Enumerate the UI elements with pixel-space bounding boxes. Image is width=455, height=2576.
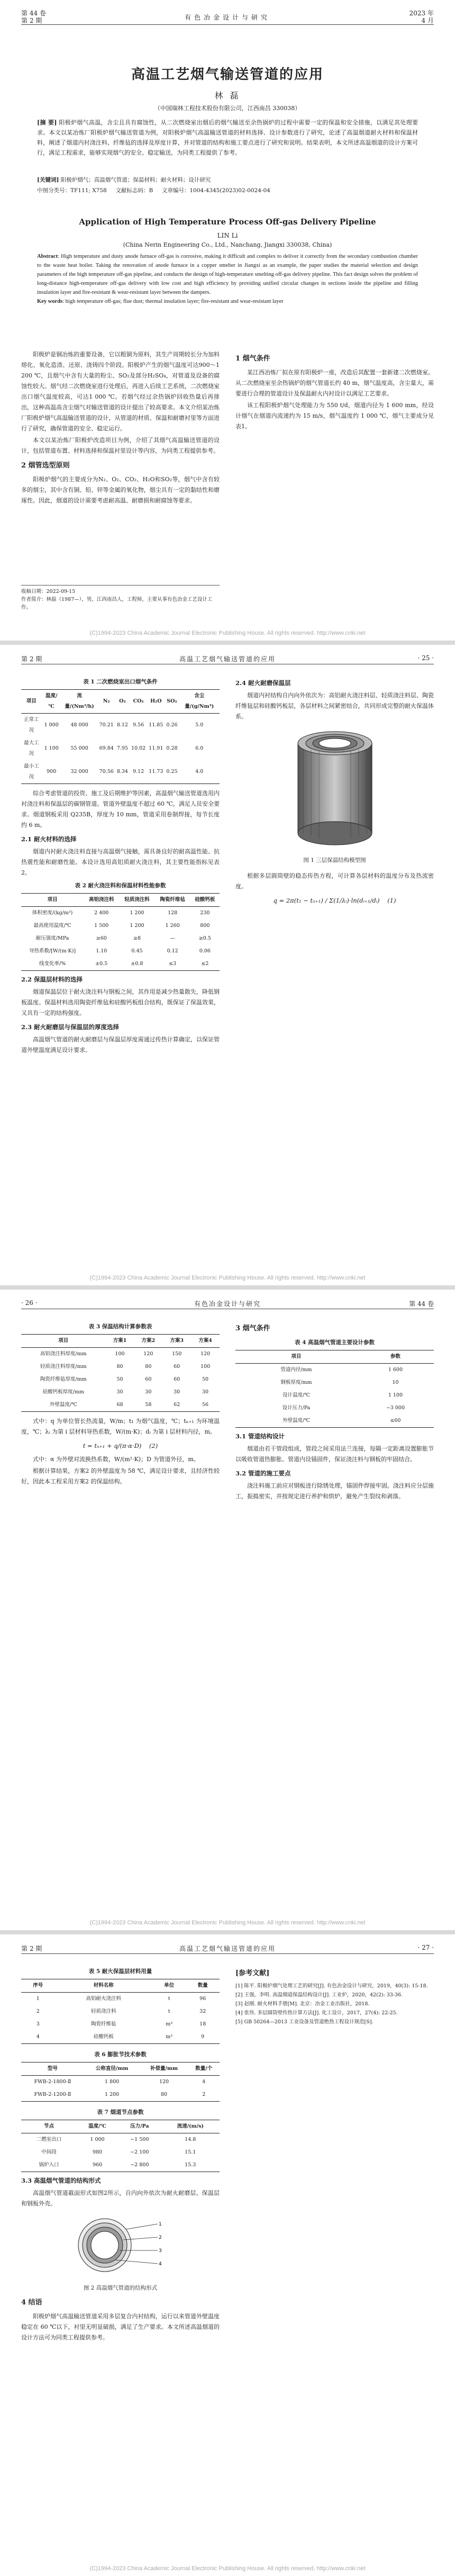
table-header-cell: 轻质浇注料 xyxy=(119,894,154,907)
table-cell: −1 500 xyxy=(130,2137,149,2142)
table-caption: 表 6 膨胀节技术参数 xyxy=(94,2051,147,2058)
table-caption: 表 3 保温结构计算参数表 xyxy=(88,1323,152,1330)
table-cell: 4 xyxy=(21,2031,55,2044)
subsection-heading: 2.4 耐火耐磨保温层 xyxy=(235,679,291,687)
paper-affiliation-en: (China Nerin Engineering Co., Ltd., Nanchang, Jiangxi 330038, China) xyxy=(123,241,332,248)
table-cell: FWB-2-1200-Ⅱ xyxy=(21,2088,84,2102)
table-row xyxy=(21,1399,220,1412)
table-row xyxy=(235,1364,434,1377)
table-cell: 80 xyxy=(145,1364,152,1370)
table-2 xyxy=(21,893,220,971)
table-header-cell: 硅酸钙板 xyxy=(190,894,220,907)
figure-caption: 图 1 三层保温结构模型图 xyxy=(303,857,366,863)
reference-item: [2] 王强，李明. 高温烟道保温结构设计[J]. 工业炉，2020，42(2): 33-36. xyxy=(235,1992,403,1998)
table-row xyxy=(21,2133,220,2147)
table-cell: 硅酸钙板 xyxy=(55,2031,152,2044)
table-row xyxy=(21,2031,220,2044)
table-cell: 0.12 xyxy=(167,948,178,954)
table-row xyxy=(21,1361,220,1373)
table-row xyxy=(21,1386,220,1399)
table-cell: 80 xyxy=(116,1364,123,1370)
table-cell: 120 xyxy=(200,1351,211,1357)
keywords-cn: [关键词] 阳极炉烟气；高温烟气管道；保温材料；耐火材料；设计研究 xyxy=(37,177,211,183)
table-cell: 230 xyxy=(200,910,210,916)
table-caption: 表 2 耐火浇注料和保温材料性能参数 xyxy=(75,882,166,889)
section-paragraph: 高温烟气管道的耐火耐磨层与保温层厚度需通过传热计算确定，以保证管道外壁温度满足设计要求。 xyxy=(21,1036,220,1053)
intro-paragraph: 阳极炉是铜冶炼的重要设备，它以粗铜为原料，其生产周期较长分为加料熔化、氧化造渣、还原、浇铸四个阶段。阳极炉产生的烟气温度可达900～1 200 ℃，且烟气中含有大量的粉尘、SO₂及部分H₂SO₄，对管道及设备的腐蚀性较大。烟气经二次燃烧室进行处理后，再进入后续工艺系统，二次燃烧室出口烟气温度较高，可达1 000 ℃。若烟气经过余热锅炉回收热量后再排出，这种高温高含尘烟气对输送管道的设计提出了较高要求。本文介绍某冶炼厂阳极炉烟气高温输送管道的设计，从管道的材质、保温和耐磨衬里等方面进行了研究，确保管道的安全、稳定运行。 xyxy=(21,351,220,432)
table-cell: 50 xyxy=(116,1376,123,1382)
table-cell: 11.73 xyxy=(147,760,165,784)
header-date: 2023 年 4 月 xyxy=(409,10,434,24)
table-header-cell: 公称直径/mm xyxy=(84,2062,140,2076)
paper-affiliation: （中国瑞林工程技术股份有限公司，江西南昌 330038） xyxy=(154,105,301,112)
table-cell: 管道内径/mm xyxy=(280,1367,312,1373)
table-cell: 10 xyxy=(392,1380,399,1385)
table-cell: 120 xyxy=(159,2079,169,2085)
table-caption: 表 7 烟道节点参数 xyxy=(97,2109,144,2115)
subsection-heading: 3.1 管道结构设计 xyxy=(235,1433,285,1440)
references-heading: [参考文献] xyxy=(235,1969,270,1977)
table-cell: 18 xyxy=(199,2021,206,2027)
page-header: 第 2 期 高温工艺烟气输送管道的应用 · 27 · xyxy=(21,1944,434,1954)
table-cell: ≥0.5 xyxy=(198,935,211,941)
section-paragraph: 烟道保温层位于耐火浇注料与钢板之间，其作用是减少热量散失，降低钢板温度。保温材料选用陶瓷纤维毡和硅酸钙板组合结构，既保证了保温效果，又具有一定的结构强度。 xyxy=(21,988,220,1016)
table-cell: ≤3 xyxy=(155,958,190,971)
section-heading: 2 烟管选型原则 xyxy=(21,462,70,470)
table-header-cell: 方案3 xyxy=(162,1335,191,1348)
table-cell: 1 100 xyxy=(44,745,59,751)
header-volume: 第 44 卷 第 2 期 xyxy=(21,10,46,24)
table-cell: ≤60 xyxy=(357,1415,434,1428)
table-cell: 120 xyxy=(143,1351,153,1357)
table-cell: 11.91 xyxy=(149,745,163,751)
page-header: 第 2 期 高温工艺烟气输送管道的应用 · 25 · xyxy=(21,654,434,664)
copyright-notice: (C)1994-2023 China Academic Journal Electronic Publishing House. All rights reserved. http://www.cnki.net xyxy=(89,630,366,636)
table-cell: 正常工况 xyxy=(24,717,39,733)
page-1 xyxy=(0,0,455,641)
table-cell: 9 xyxy=(186,2031,220,2044)
table-cell: ±0.5 xyxy=(84,958,119,971)
table-header-cell: 温度/℃ xyxy=(42,690,61,714)
paper-title: 高温工艺烟气输送管道的应用 xyxy=(131,67,324,83)
table-cell: 高铝耐火浇注料 xyxy=(86,1996,121,2002)
paper-author: 林 磊 xyxy=(214,91,241,101)
table-cell: 设计压力/Pa xyxy=(282,1405,311,1411)
formula-1: q = 2π(t₁ − tₙ₊₁) / Σ(1/λᵢ)·ln(dᵢ₊₁/dᵢ) (1) xyxy=(273,897,396,904)
subsection-heading: 2.2 保温层材料的选择 xyxy=(21,976,83,983)
subsection-heading: 2.1 耐火材料的选择 xyxy=(21,835,77,843)
abstract-cn: [摘 要] 阳极炉烟气高温，含尘且具有腐蚀性，从二次燃烧室出烟后的烟气输送至余热锅炉的过程中需要一定的保温和安全措施，以满足其处理要求。本文以某冶炼厂阳极炉烟气输送管道为例，对阳极炉烟气高温输送管道的材料选择、设计参数进行了研究，论述了高温烟道耐火材料和保温材料，阐述了烟道内衬浇注料、纤维毡的选择及厚度计算，并对管道的结构和施工要点进行了研究和说明。结果表明，本文所述高温烟道的设计方案可行，满足工程需求，能够实现烟气的安全、稳定输送，为同类工程提供了参考。 xyxy=(37,119,418,156)
table-cell: 60 xyxy=(174,1364,180,1370)
table-cell: 陶瓷纤维毡厚度/mm xyxy=(40,1376,87,1382)
table-cell: m³ xyxy=(152,2031,186,2044)
table-cell: 30 xyxy=(174,1389,180,1395)
body-right-column xyxy=(235,349,434,433)
table-row xyxy=(21,920,220,932)
table-header-cell: 压力/Pa xyxy=(118,2120,161,2133)
table-row xyxy=(235,1402,434,1415)
section-heading: 1 烟气条件 xyxy=(235,355,270,363)
table-header-cell: N₂ xyxy=(98,690,115,714)
table-cell: 导热系数/[W/(m·K)] xyxy=(29,948,76,954)
page-header: · 26 · 有色冶金设计与研究 第 44 卷 xyxy=(21,1299,434,1309)
section-paragraph: 综合考虑管道的投资、施工及后期维护等因素，高温烟气输送管道选用内衬浇注料和保温层的碳钢管道。管道外壁温度不超过 60 ℃，满足人员安全要求。烟道钢板采用 Q235B，厚度为 10 mm，管道采用卷制焊接，每节长度约 6 m。 xyxy=(21,790,220,828)
table-cell: 5.0 xyxy=(195,722,204,728)
table-row xyxy=(21,1993,220,2006)
table-row xyxy=(21,945,220,958)
table-cell: 2 xyxy=(188,2088,220,2102)
table-5 xyxy=(21,1979,220,2044)
table-cell: 4 xyxy=(202,2079,206,2085)
label-2: 2 xyxy=(158,2235,162,2240)
table-header-cell: 数量 xyxy=(186,1979,220,1993)
section-paragraph: 烟道内衬结构自内向外依次为：高铝耐火浇注料层、轻质浇注料层、陶瓷纤维毡层和硅酸钙板层，各层材料之间紧密结合，共同形成完整的耐火保温体系。 xyxy=(235,692,434,720)
table-header-cell: H₂O xyxy=(147,690,165,714)
table-1 xyxy=(21,689,220,784)
table-cell: 80 xyxy=(140,2088,188,2102)
table-header-cell: 序号 xyxy=(21,1979,55,1993)
table-cell: 钢板厚度/mm xyxy=(280,1380,312,1385)
table-cell: 锅炉入口 xyxy=(21,2159,77,2172)
table-cell: 69.84 xyxy=(99,745,114,751)
section-paragraph: 该工程阳极炉烟气处理能力为 550 t/d，烟道内径为 1 600 mm，经设计烟气在烟道内流速约为 15 m/s，烟气温度约 1 000 ℃，烟气主要成分见表1。 xyxy=(235,402,434,430)
table-row xyxy=(21,2159,220,2172)
table-cell: 32 xyxy=(199,2008,206,2014)
table-cell: FWB-2-1800-Ⅱ xyxy=(34,2079,71,2085)
table-row xyxy=(21,714,220,737)
table-cell: 62 xyxy=(162,1399,191,1412)
table-row xyxy=(235,1376,434,1389)
table-3 xyxy=(21,1334,220,1412)
table-7 xyxy=(21,2120,220,2172)
body-right-column xyxy=(235,1964,434,2027)
table-cell: 60 xyxy=(174,1376,180,1382)
table-cell: 1 000 xyxy=(90,2137,105,2142)
table-cell: 70.56 xyxy=(98,760,115,784)
body-right-column xyxy=(235,674,434,909)
table-row xyxy=(21,1348,220,1361)
reference-item: [5] GB 50264—2013 工业设备及管道绝热工程设计规范[S]. xyxy=(235,2019,374,2025)
table-4 xyxy=(235,1350,434,1428)
table-cell: 体积密度/(kg/m³) xyxy=(32,910,73,916)
table-cell: 1.10 xyxy=(96,948,107,954)
table-cell: 100 xyxy=(200,1364,211,1370)
subsection-heading: 2.3 耐火耐磨层与保温层的厚度选择 xyxy=(21,1023,120,1031)
table-cell: 0.26 xyxy=(166,722,178,728)
table-cell: 1 000 xyxy=(44,722,59,728)
table-cell: 30 xyxy=(116,1389,123,1395)
table-header-cell: 项目 xyxy=(235,1350,357,1364)
table-row xyxy=(235,1415,434,1428)
table-header-cell: 温度/℃ xyxy=(77,2120,118,2133)
table-header-cell: 数量/个 xyxy=(188,2062,220,2076)
table-cell: 最高使用温度/℃ xyxy=(33,923,71,929)
table-cell: m³ xyxy=(166,2021,173,2027)
table-cell: 硅酸钙板厚度/mm xyxy=(42,1389,84,1395)
table-header-cell: SO₂ xyxy=(165,690,179,714)
table-cell: 1 500 xyxy=(94,923,109,929)
table-cell: 二燃室出口 xyxy=(36,2137,62,2142)
table-header-cell: 单位 xyxy=(152,1979,186,1993)
table-cell: 980 xyxy=(92,2149,103,2155)
figure-caption: 图 2 高温烟气管道的结构形式 xyxy=(83,2285,158,2291)
table-cell: 1 260 xyxy=(165,923,180,929)
section-paragraph: 烟道由若干管段组成，管段之间采用法兰连接，每隔一定距离设置膨胀节以吸收管道热膨胀。管道内设锚固件，保证浇注料与钢板的牢固结合。 xyxy=(235,1445,434,1463)
table-row xyxy=(21,907,220,920)
table-row xyxy=(21,932,220,945)
table-cell: — xyxy=(170,935,175,941)
table-cell: 96 xyxy=(199,1996,206,2002)
table-cell: 耐压强度/MPa xyxy=(35,935,69,941)
section-paragraph: 某江西冶炼厂拟在原有阳极炉一座，改造后其配置一套新建二次燃烧室。从二次燃烧室至余热锅炉的烟气管道长约 40 m，烟气温度高，含尘量大，需要进行合理的管道设计及保温耐火内衬设计以满足工艺要求。 xyxy=(235,369,434,397)
table-header-cell: 项目 xyxy=(21,1335,106,1348)
label-3: 3 xyxy=(158,2248,162,2254)
body-left-column xyxy=(21,674,220,1057)
table-cell: −2 800 xyxy=(118,2159,161,2172)
references-list xyxy=(235,1982,434,2026)
section-heading: 3 烟气条件 xyxy=(235,1325,270,1332)
table-cell: 9.56 xyxy=(132,722,144,728)
table-cell: t xyxy=(168,1996,170,2002)
subsection-heading: 3.3 高温烟气管道的结构形式 xyxy=(21,2177,101,2184)
table-cell: 设计温度/℃ xyxy=(283,1392,310,1398)
table-cell: 1 800 xyxy=(105,2079,120,2085)
table-header-cell: 方案2 xyxy=(134,1335,162,1348)
table-cell: 30 xyxy=(145,1389,152,1395)
table-cell: 15.1 xyxy=(185,2149,196,2155)
table-cell: 100 xyxy=(115,1351,125,1357)
formula-2: t = tₙ₊₁ + q/(π·α·D) (2) xyxy=(83,1442,158,1449)
table-header-cell: 材料名称 xyxy=(55,1979,152,1993)
table-header-cell: 方案4 xyxy=(191,1335,220,1348)
table-cell: 960 xyxy=(77,2159,118,2172)
table-row xyxy=(21,2088,220,2102)
page-4 xyxy=(0,1934,455,2576)
table-cell: 中间段 xyxy=(41,2149,57,2155)
table-cell: 线变化率/% xyxy=(21,958,84,971)
paper-author-en: LIN Li xyxy=(217,232,238,239)
table-cell: 56 xyxy=(191,1399,220,1412)
table-row xyxy=(21,2005,220,2018)
section-paragraph: 烟道内衬耐火浇注料直接与高温烟气接触，需具备良好的耐高温性能、抗热震性能和耐磨性能。本设计选用高铝质耐火浇注料，其主要性能指标见表2。 xyxy=(21,848,220,876)
table-cell: 轻质浇注料 xyxy=(90,2008,116,2014)
table-cell: ≥8 xyxy=(133,935,141,941)
table-cell: 32 000 xyxy=(61,760,98,784)
table-cell: 外壁温度/℃ xyxy=(235,1415,357,1428)
table-header-cell: 高铝浇注料 xyxy=(84,894,119,907)
table-cell: 0.28 xyxy=(166,745,178,751)
table-cell: 48 000 xyxy=(70,722,88,728)
table-cell: 1 100 xyxy=(388,1392,403,1398)
table-cell: 1 200 xyxy=(84,2088,140,2102)
table-row xyxy=(21,2146,220,2159)
page-3 xyxy=(0,1290,455,1930)
table-caption: 表 1 二次燃烧室出口烟气条件 xyxy=(83,679,158,685)
header-journal-name: 有色冶金设计与研究 xyxy=(184,14,270,21)
table-cell: 10.02 xyxy=(131,745,146,751)
section-paragraph: 阳极炉烟气的主要成分为N₂、O₂、CO₂、H₂O和SO₂等，烟气中含有较多的烟尘，其中含有铜、铅、锌等金属的氧化物，烟尘具有一定的黏结性和磨琢性。因此，烟道的设计需要考虑耐高温、耐磨损和耐腐蚀等要求。 xyxy=(21,476,220,504)
table-cell: 陶瓷纤维毡 xyxy=(90,2021,116,2027)
table-row xyxy=(235,1389,434,1402)
table-cell: 50 xyxy=(202,1376,209,1382)
section-paragraph: 根据计算结果，方案2 的外壁温度为 58 ℃，满足设计要求，且经济性较好，因此本工程采用方案2 的保温结构。 xyxy=(21,1467,220,1485)
reference-item: [1] 陈平. 阳极炉烟气处理工艺的研究[J]. 有色冶金设计与研究，2019，40(3): 15-18. xyxy=(235,1983,428,1989)
table-row xyxy=(21,1373,220,1386)
table-cell: 0.45 xyxy=(131,948,143,954)
table-cell: 外壁温度/℃ xyxy=(21,1399,106,1412)
table-header-cell: 项目 xyxy=(21,894,84,907)
table-cell: 150 xyxy=(172,1351,182,1357)
insulation-structure-diagram xyxy=(271,727,398,849)
table-cell: 800 xyxy=(200,923,210,929)
table-cell: 0.06 xyxy=(199,948,211,954)
table-row xyxy=(21,2018,220,2031)
page-2 xyxy=(0,645,455,1285)
table-cell: 8.12 xyxy=(116,722,128,728)
copyright-notice: (C)1994-2023 China Academic Journal Electronic Publishing House. All rights reserved. http://www.cnki.net xyxy=(89,1275,366,1281)
paper-title-en: Application of High Temperature Process Off-gas Delivery Pipeline xyxy=(79,217,376,227)
subsection-heading: 3.2 管道的施工要点 xyxy=(235,1470,291,1477)
table-header-cell: CO₂ xyxy=(130,690,147,714)
table-header-cell: 方案1 xyxy=(106,1335,134,1348)
copyright-notice: (C)1994-2023 China Academic Journal Electronic Publishing House. All rights reserved. http://www.cnki.net xyxy=(89,2565,366,2572)
table-cell: 55 000 xyxy=(70,745,88,751)
body-left-column xyxy=(21,1319,220,1488)
table-cell: 高铝浇注料厚度/mm xyxy=(40,1351,87,1357)
table-caption: 表 5 耐火保温层材料用量 xyxy=(88,1968,152,1975)
classification-info: 中图分类号：TF111; X758 文献标志码：B 文章编号：1004-4345(2023)02-0024-04 xyxy=(37,187,270,194)
table-cell: 9.12 xyxy=(130,760,147,784)
table-cell: ≥60 xyxy=(96,935,107,941)
table-cell: −3 000 xyxy=(386,1405,405,1411)
intro-paragraph-2: 本文以某冶炼厂阳极炉改造项目为例，介绍了其烟气高温输送管道的设计，包括管道布置、材料选择和保温衬里设计等内容，为同类工程提供参考。 xyxy=(21,437,220,454)
section-paragraph: 浇注料施工前应对钢板进行除锈处理，锚固件焊接牢固。浇注料应分层施工，振捣密实，并按规定进行养护和烘炉，避免产生裂纹和剥落。 xyxy=(235,1482,434,1500)
table-cell: 15.3 xyxy=(161,2159,220,2172)
table-cell: 1 200 xyxy=(130,910,144,916)
body-left-column xyxy=(21,1964,220,2344)
label-4: 4 xyxy=(158,2262,162,2267)
table-cell: 2 xyxy=(36,2008,40,2014)
table-cell: 70.21 xyxy=(99,722,114,728)
section-heading: 4 结语 xyxy=(21,2299,42,2307)
figure-1 xyxy=(235,727,434,866)
table-header-cell: O₂ xyxy=(115,690,130,714)
table-row xyxy=(21,760,220,784)
table-cell: −2 100 xyxy=(130,2149,149,2155)
table-cell: 4.0 xyxy=(179,760,220,784)
table-cell: 14.8 xyxy=(185,2137,196,2142)
table-cell: 11.85 xyxy=(149,722,163,728)
section-paragraph: 阳极炉烟气高温输送管道采用多层复合内衬结构，运行以来管道外壁温度稳定在 60 ℃以下，衬里无明显破损，满足了生产要求。本文所述高温烟道的设计方法可为同类工程提供参考。 xyxy=(21,2313,220,2341)
table-cell: 900 xyxy=(42,760,61,784)
table-cell: 1 600 xyxy=(388,1367,403,1373)
table-cell: ±0.8 xyxy=(119,958,154,971)
reference-item: [3] 赵刚. 耐火材料手册[M]. 北京：冶金工业出版社，2018. xyxy=(235,2001,370,2007)
table-cell: t xyxy=(168,2008,170,2014)
table-cell: 60 xyxy=(145,1376,152,1382)
label-1: 1 xyxy=(158,2222,162,2227)
page-header xyxy=(21,10,434,25)
table-cell: 128 xyxy=(168,910,178,916)
table-header-cell: 补偿量/mm xyxy=(140,2062,188,2076)
table-row xyxy=(21,2076,220,2089)
table-cell: 30 xyxy=(202,1389,209,1395)
table-cell: 58 xyxy=(134,1399,162,1412)
table-header-cell: 含尘量/(g/Nm³) xyxy=(179,690,220,714)
table-cell: 7.95 xyxy=(116,745,128,751)
copyright-notice: (C)1994-2023 China Academic Journal Electronic Publishing House. All rights reserved. http://www.cnki.net xyxy=(89,1920,366,1926)
table-6 xyxy=(21,2062,220,2102)
table-header-cell: 陶瓷纤维毡 xyxy=(155,894,190,907)
section-paragraph: 式中：α 为外壁对流换热系数，W/(m²·K)；D 为管道外径，m。 xyxy=(33,1456,199,1463)
table-cell: 1 xyxy=(36,1996,40,2002)
reference-item: [4] 张伟. 多层圆筒壁传热计算方法[J]. 化工设计，2017，27(4): 22-25. xyxy=(235,2010,398,2016)
table-header-cell: 参数 xyxy=(357,1350,434,1364)
figure-2 xyxy=(21,2213,220,2293)
table-cell: 最大工况 xyxy=(24,740,39,756)
table-cell: ≤2 xyxy=(190,958,220,971)
section-paragraph: 高温烟气管道截面形式如图2所示，自内向外依次为耐火耐磨层、保温层和钢板外壳。 xyxy=(21,2190,220,2207)
table-row xyxy=(21,958,220,971)
table-header-cell: 节点 xyxy=(21,2120,77,2133)
abstract-en: Abstract: High temperature and dusty anode furnace off-gas is corrosive, making it difficult and complex to deliver it correctly from the secondary combustion chamber to the waste heat boiler. Taking the renovation of anode furnace in a copper smelter in Jiangxi as an example, the paper studies the material selection and design parameters of the high temperature off-gas pipeline, and conducts the design of high-temperature smelting off-gas delivery pipeline. This fact design solves the problem of long-distance high-temperature off-gas delivery with low cost and high efficiency by providing unified circular changes in sections inside the pipeline and filling insulation layer and fire-resistant & wear-resistant layer between the dampers. Key words: high temperature off-gas; flue dust; thermal insulation layer; fire-resistant and wear-resistant layer xyxy=(37,254,418,304)
table-header-cell: 项目 xyxy=(21,690,42,714)
table-header-cell: 型号 xyxy=(21,2062,84,2076)
table-cell: 最小工况 xyxy=(21,760,42,784)
table-header-cell: 流速/(m/s) xyxy=(161,2120,220,2133)
body-left-column xyxy=(21,349,220,507)
table-cell: 0.25 xyxy=(165,760,179,784)
table-cell: 8.34 xyxy=(115,760,130,784)
table-caption: 表 4 高温烟气管道主要设计参数 xyxy=(294,1339,375,1346)
table-cell: 轻质浇注料厚度/mm xyxy=(40,1364,87,1370)
pipe-section-diagram xyxy=(68,2213,174,2277)
table-header-cell: 流量/(Nm³/h) xyxy=(61,690,98,714)
table-cell: 3 xyxy=(36,2021,40,2027)
body-right-column xyxy=(235,1319,434,1503)
table-cell: 2 400 xyxy=(94,910,109,916)
table-cell: 68 xyxy=(106,1399,134,1412)
table-cell: 6.0 xyxy=(195,745,204,751)
table-row xyxy=(21,737,220,760)
section-paragraph: 式中：q 为单位管长热流量，W/m；t₁ 为烟气温度，℃；tₙ₊₁ 为环境温度，℃；λᵢ 为第 i 层材料导热系数，W/(m·K)；dᵢ 为第 i 层材料内径，m。 xyxy=(21,1418,220,1435)
section-paragraph: 根据多层圆筒壁的稳态传热方程，可计算各层材料的温度分布及热流密度。 xyxy=(235,872,434,890)
table-cell: 1 200 xyxy=(130,923,144,929)
footnote: 收稿日期：2022-09-15 作者简介：林磊（1987—），男，江西南昌人，工程师，主要从事有色冶金工艺设计工作。 xyxy=(21,585,220,611)
